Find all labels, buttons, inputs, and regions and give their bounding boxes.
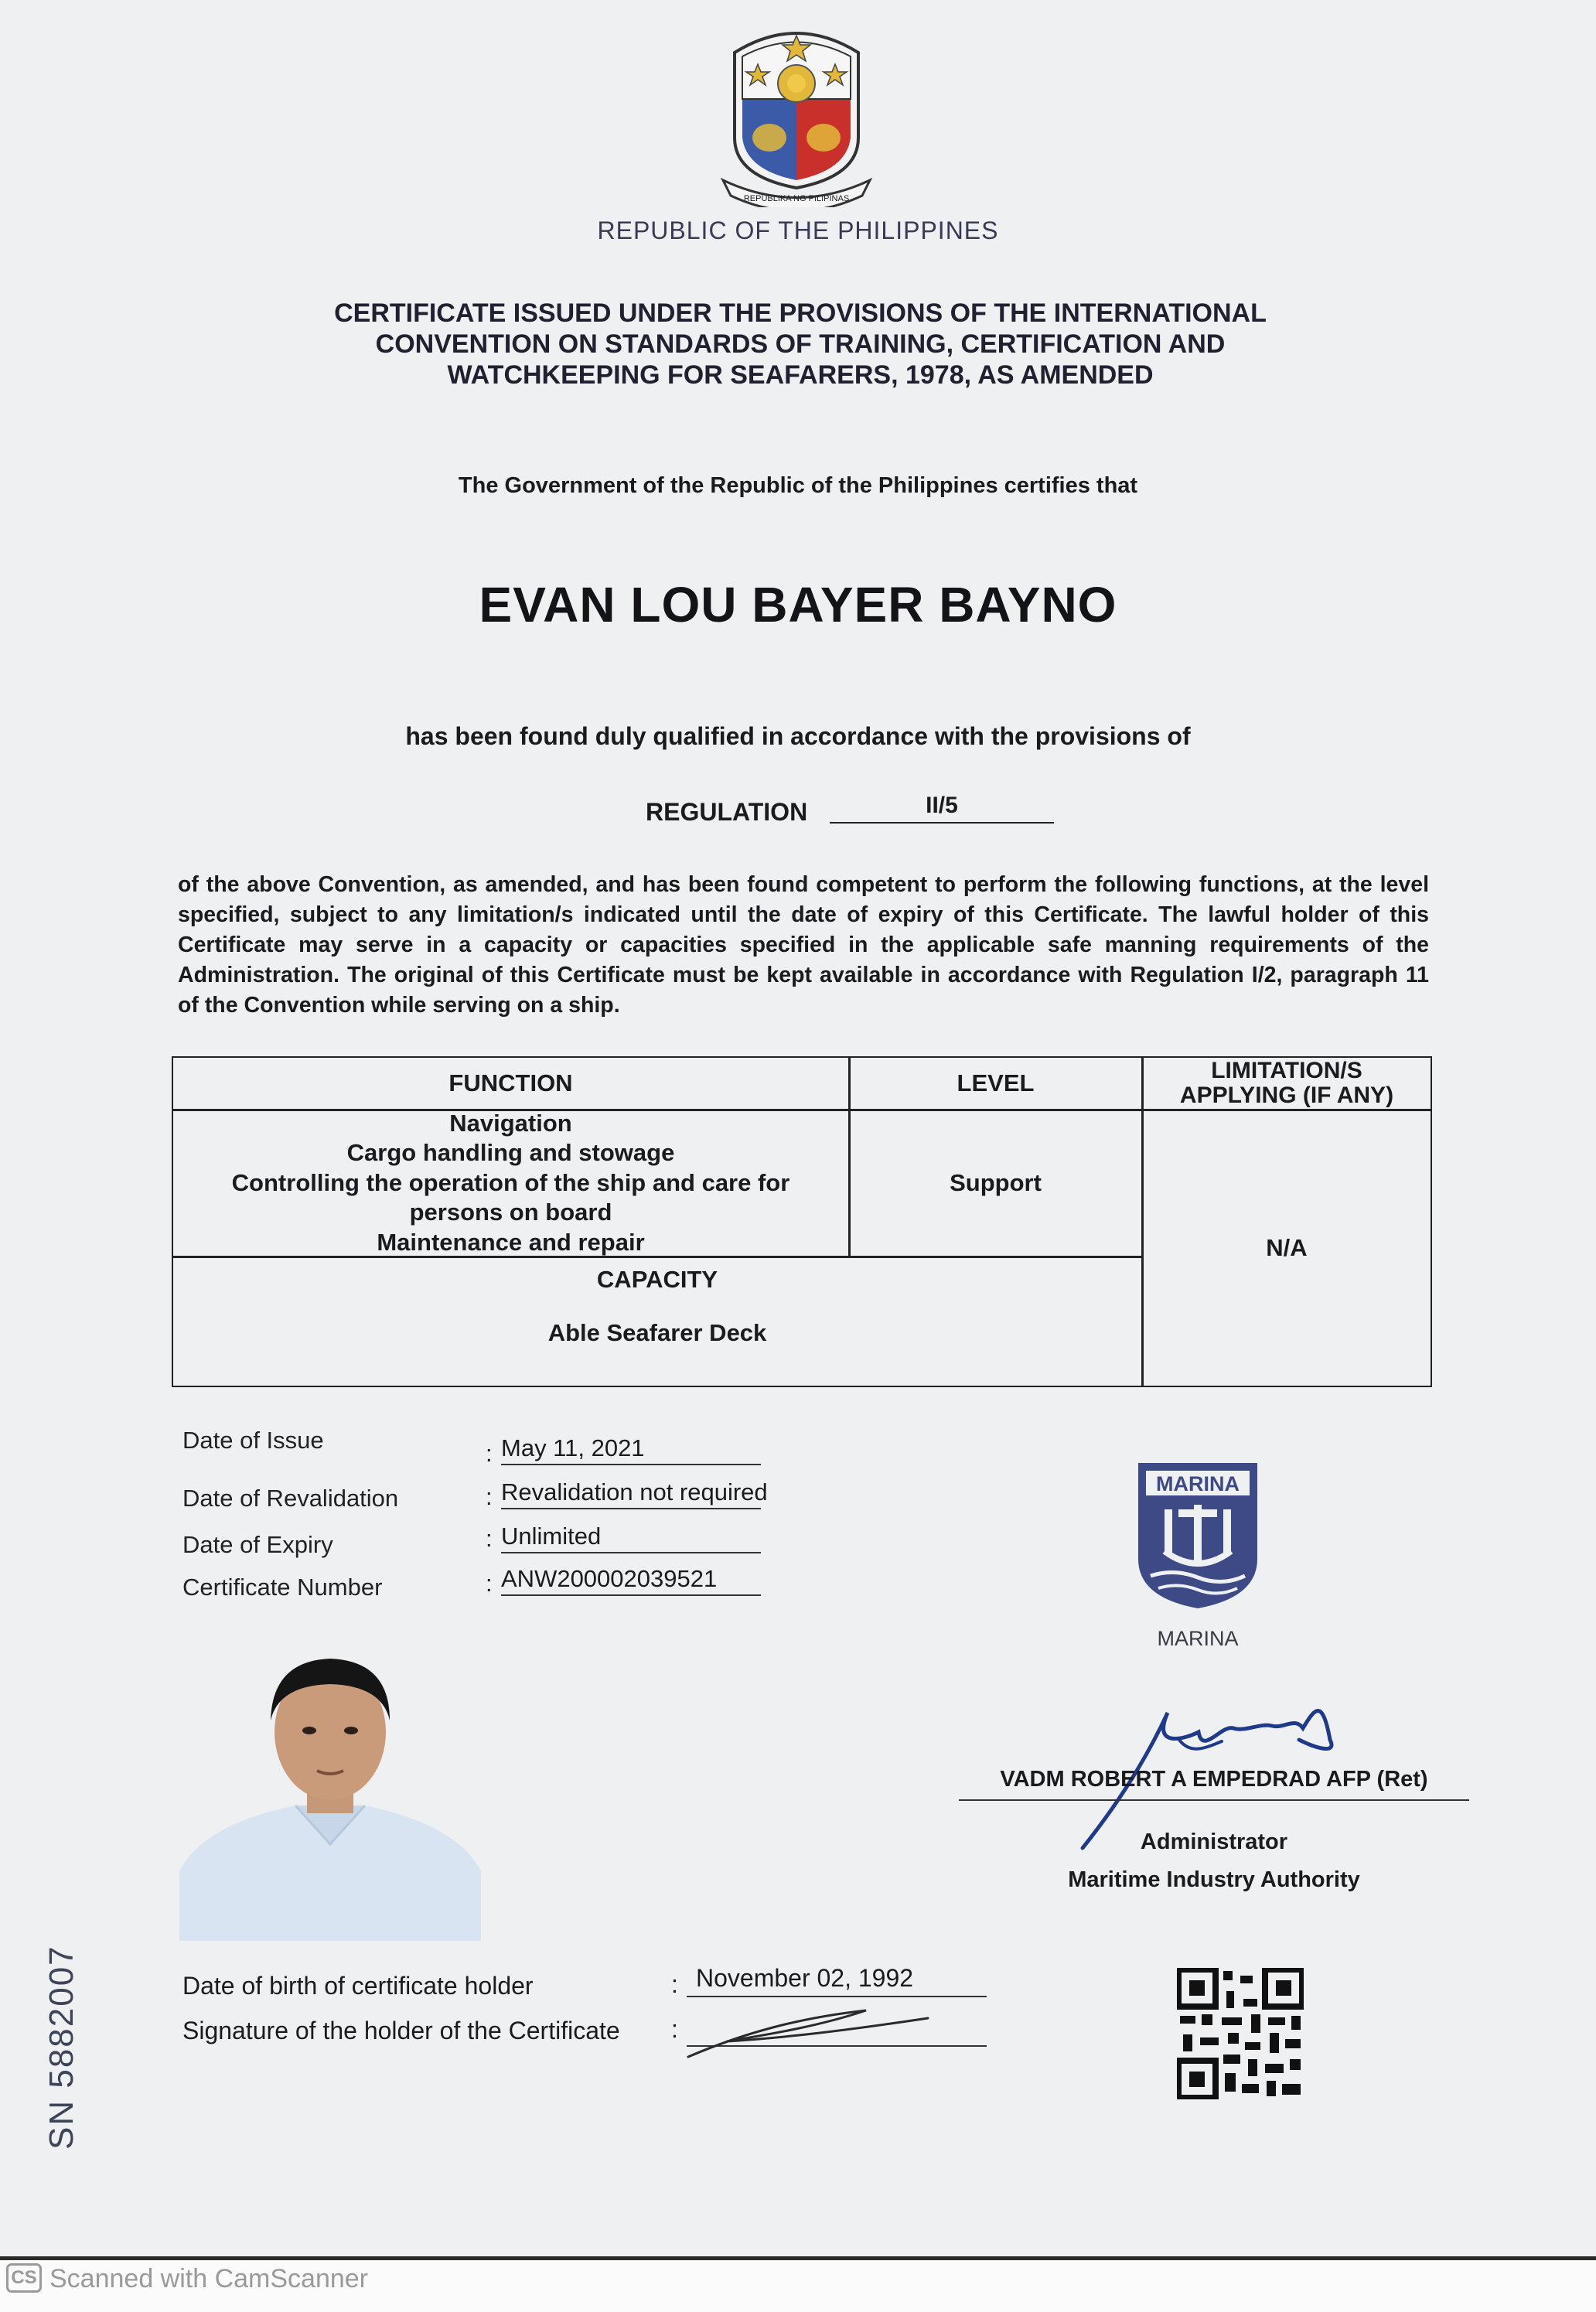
certificate-heading: CERTIFICATE ISSUED UNDER THE PROVISIONS OF THE INTERNATIONAL CONVENTION ON STANDARDS OF TRAINING, CERTIFICATION AND WATCHKEEPING FOR SEAFARERS, 1978, AS AMENDED <box>334 298 1267 390</box>
certifies-text: The Government of the Republic of the Philippines certifies that <box>458 473 1138 498</box>
level-value: Support <box>950 1169 1042 1196</box>
holder-photo-icon <box>179 1647 481 1941</box>
function-item: Navigation <box>449 1109 572 1137</box>
function-item: Cargo handling and stowage <box>346 1139 675 1167</box>
svg-text:REPUBLIKA NG PILIPINAS: REPUBLIKA NG PILIPINAS <box>743 194 850 203</box>
issue-date-label: Date of Issue <box>182 1427 324 1454</box>
certificate-number-colon: : <box>486 1570 493 1597</box>
revalidation-label: Date of Revalidation <box>182 1485 399 1512</box>
signatory-title: Administrator <box>1140 1829 1288 1854</box>
scanner-watermark: Scanned with CamScanner <box>49 2264 369 2293</box>
table-capacity-divider <box>173 1256 1143 1258</box>
competence-paragraph: of the above Convention, as amended, and has been found competent to perform the following functions, at the level specified, subject to any limitation/s indicated until the date of expiry of this Certificate. The lawful holder of this Certificate may serve in a capacity or capacities specified in the applicable safe manning requirements of the Administration. The original of this Certificate must be kept available in accordance with Regulation I/2, paragraph 11 of the Convention while serving on a ship. <box>178 872 1429 1018</box>
philippine-seal-icon <box>715 22 878 207</box>
marina-caption: MARINA <box>1157 1627 1239 1650</box>
issue-date-colon: : <box>486 1440 493 1467</box>
marina-logo-icon <box>1135 1460 1260 1611</box>
expiry-value: Unlimited <box>501 1523 761 1553</box>
holder-signature-colon: : <box>671 2015 678 2043</box>
regulation-label: REGULATION <box>646 798 808 826</box>
limitations-value: N/A <box>1266 1234 1308 1261</box>
function-item: persons on board <box>409 1199 612 1226</box>
signatory-line <box>959 1799 1469 1801</box>
svg-text:MARINA: MARINA <box>1156 1472 1240 1495</box>
capacity-label: CAPACITY <box>596 1266 718 1293</box>
certificate-number-value: ANW200002039521 <box>501 1565 761 1596</box>
level-header: LEVEL <box>957 1069 1035 1096</box>
qr-code-icon <box>1177 1968 1304 2099</box>
holder-name: EVAN LOU BAYER BAYNO <box>479 577 1117 633</box>
qualified-text: has been found duly qualified in accordance with the provisions of <box>405 722 1191 750</box>
issue-date-value: May 11, 2021 <box>501 1434 761 1465</box>
holder-signature-label: Signature of the holder of the Certificate <box>182 2017 620 2044</box>
certificate-number-label: Certificate Number <box>182 1574 383 1601</box>
dob-colon: : <box>671 1970 678 1998</box>
function-item: Controlling the operation of the ship and care for <box>231 1168 790 1196</box>
dob-value: November 02, 1992 <box>687 1964 987 1997</box>
regulation-value: II/5 <box>830 793 1054 824</box>
serial-number: SN 5882007 <box>43 1945 80 2150</box>
signatory-name: VADM ROBERT A EMPEDRAD AFP (Ret) <box>1000 1767 1428 1792</box>
dob-label: Date of birth of certificate holder <box>182 1972 534 2000</box>
expiry-colon: : <box>486 1525 493 1552</box>
expiry-label: Date of Expiry <box>182 1531 333 1558</box>
limitations-header-line1: LIMITATION/S <box>1211 1058 1362 1083</box>
limitations-header-line2: APPLYING (IF ANY) <box>1179 1083 1394 1108</box>
limitations-header <box>1143 1058 1431 1109</box>
function-header: FUNCTION <box>448 1069 573 1096</box>
country-title: REPUBLIC OF THE PHILIPPINES <box>597 217 999 244</box>
revalidation-colon: : <box>486 1483 493 1510</box>
functions-list <box>173 1110 848 1256</box>
holder-signature-icon <box>680 1995 943 2065</box>
signatory-organization: Maritime Industry Authority <box>1068 1867 1360 1892</box>
revalidation-value: Revalidation not required <box>501 1478 761 1509</box>
capacity-value: Able Seafarer Deck <box>547 1319 767 1346</box>
camscanner-icon: CS <box>6 2263 42 2293</box>
function-item: Maintenance and repair <box>377 1228 645 1256</box>
function-table <box>172 1056 1432 1387</box>
